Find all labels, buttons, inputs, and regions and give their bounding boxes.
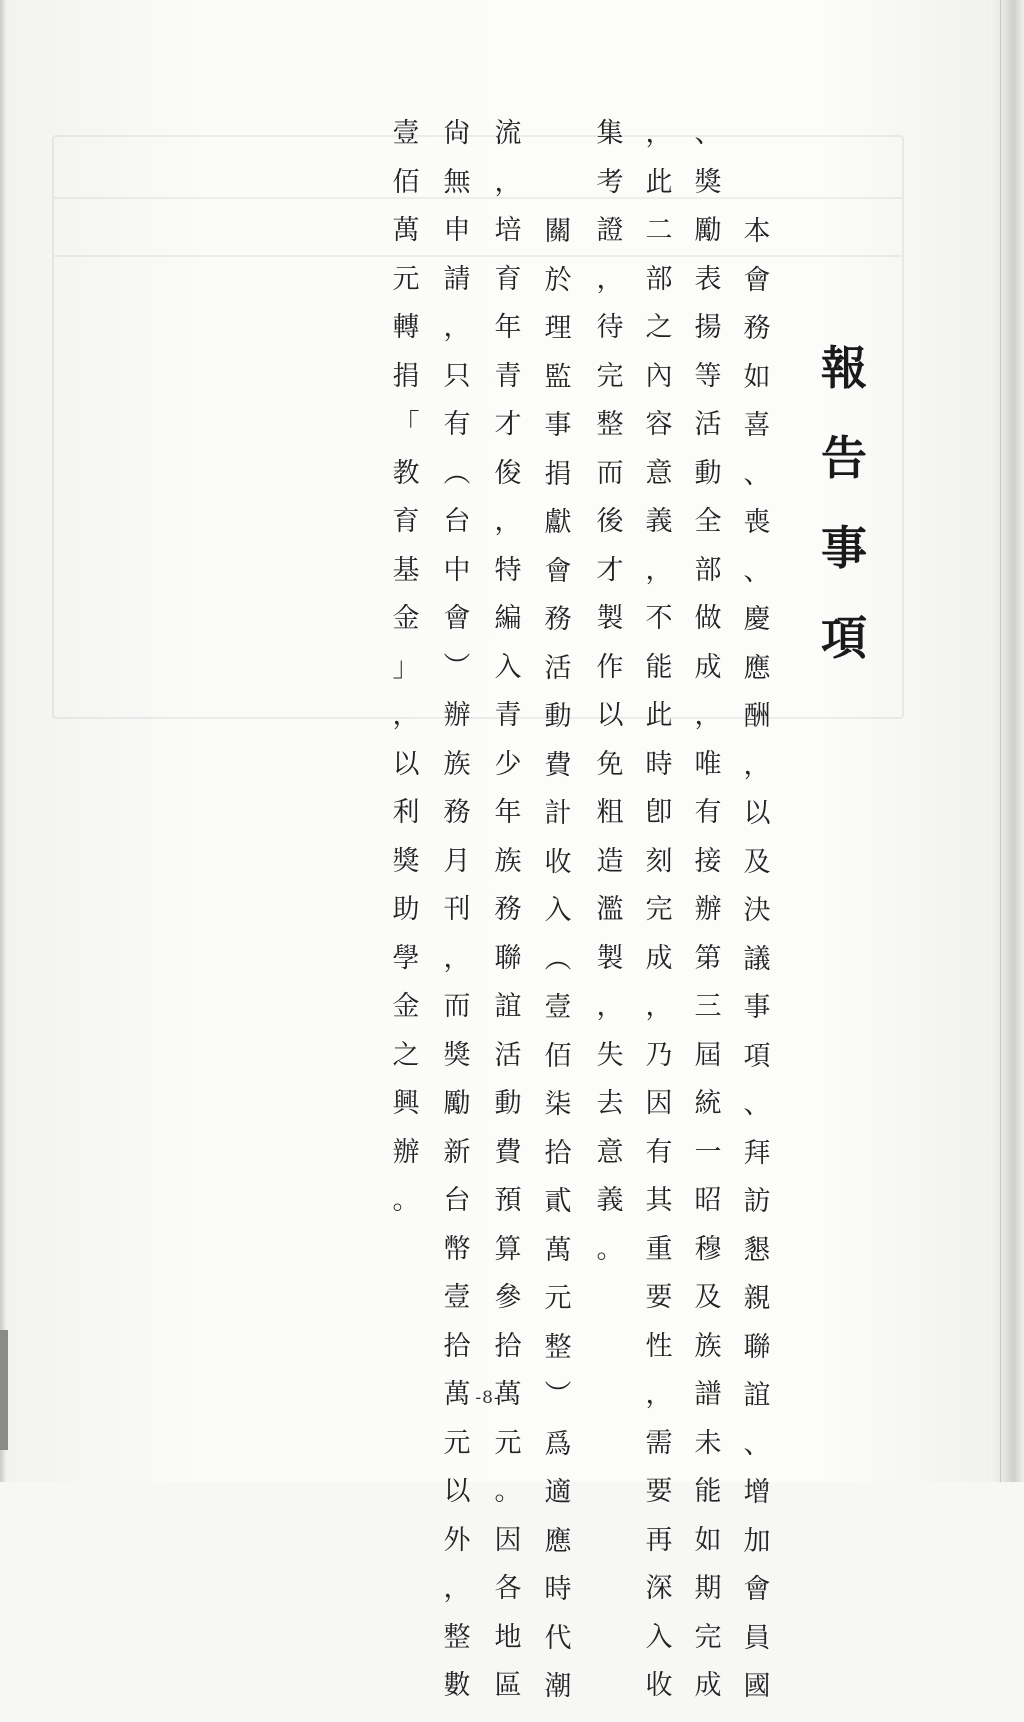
glyph: 只 [443, 360, 471, 392]
glyph: 區 [494, 1670, 522, 1701]
glyph: 費 [544, 749, 572, 781]
glyph: 慶 [743, 604, 771, 635]
glyph: 成 [694, 1670, 722, 1701]
glyph: 聯 [494, 942, 522, 974]
glyph: 刊 [443, 894, 471, 925]
glyph: 完 [596, 360, 624, 392]
glyph: 告 [821, 431, 867, 485]
glyph: 潮 [544, 1671, 572, 1702]
glyph: 。 [596, 1233, 624, 1265]
glyph: 待 [596, 312, 624, 343]
glyph: 「 [392, 409, 420, 440]
glyph: 能 [645, 651, 673, 683]
glyph: 參 [494, 1282, 522, 1313]
glyph: 需 [645, 1427, 673, 1459]
glyph: 活 [694, 409, 722, 440]
text-column-7 [437, 120, 477, 1721]
glyph: 聯 [743, 1331, 771, 1363]
glyph: 幣 [443, 1233, 471, 1265]
glyph: 入 [645, 1621, 673, 1653]
glyph: 務 [494, 894, 522, 925]
glyph: 三 [694, 991, 722, 1022]
glyph: 其 [645, 1185, 673, 1216]
glyph: 而 [596, 457, 624, 489]
glyph: ︵ [544, 943, 572, 975]
glyph: 活 [494, 1039, 522, 1071]
glyph: 元 [392, 263, 420, 295]
glyph: 、 [743, 555, 771, 587]
glyph: ， [443, 1573, 471, 1604]
glyph: 捐 [544, 458, 572, 490]
glyph: 內 [645, 360, 673, 392]
glyph: 一 [694, 1136, 722, 1168]
glyph: 容 [645, 409, 673, 440]
glyph: 義 [596, 1185, 624, 1216]
glyph: 於 [544, 264, 572, 296]
glyph: 會 [443, 603, 471, 634]
glyph: 會 [743, 264, 771, 296]
glyph: 有 [694, 797, 722, 828]
glyph: 元 [544, 1283, 572, 1314]
glyph: ， [645, 118, 673, 149]
glyph: 事 [544, 410, 572, 441]
glyph: 整 [596, 409, 624, 440]
glyph: 昭 [694, 1185, 722, 1216]
glyph: 性 [645, 1330, 673, 1362]
glyph: 算 [494, 1233, 522, 1265]
text-column-8 [386, 120, 426, 1236]
glyph: 各 [494, 1573, 522, 1604]
glyph: 壹 [544, 992, 572, 1023]
glyph: 監 [544, 361, 572, 393]
glyph: 義 [645, 506, 673, 537]
glyph: 二 [645, 215, 673, 246]
glyph: 項 [743, 1040, 771, 1072]
glyph: 預 [494, 1185, 522, 1216]
glyph: ， [645, 554, 673, 586]
glyph: 有 [645, 1136, 673, 1168]
glyph: 拾 [494, 1330, 522, 1362]
glyph: 以 [392, 748, 420, 780]
glyph: 適 [544, 1477, 572, 1508]
glyph: 活 [544, 652, 572, 684]
glyph: 喜 [743, 410, 771, 441]
glyph: 入 [494, 651, 522, 683]
glyph: 應 [544, 1525, 572, 1557]
glyph: 萬 [494, 1379, 522, 1410]
glyph: 要 [645, 1476, 673, 1507]
glyph: 。 [494, 1476, 522, 1507]
glyph: 會 [743, 1574, 771, 1605]
glyph: 特 [494, 554, 522, 586]
glyph: ︶ [443, 651, 471, 683]
glyph: ， [443, 942, 471, 974]
glyph: 決 [743, 895, 771, 926]
glyph: 金 [392, 603, 420, 634]
glyph: 月 [443, 845, 471, 877]
glyph: 此 [645, 166, 673, 198]
glyph: 未 [694, 1427, 722, 1459]
glyph: 台 [443, 506, 471, 537]
glyph: 編 [494, 603, 522, 634]
glyph: 部 [694, 554, 722, 586]
glyph: 理 [544, 313, 572, 344]
glyph: 事 [821, 521, 867, 575]
glyph: 才 [494, 409, 522, 440]
glyph: 親 [743, 1283, 771, 1314]
glyph: 失 [596, 1039, 624, 1071]
glyph: 譜 [694, 1379, 722, 1410]
glyph: 代 [544, 1622, 572, 1654]
glyph: 關 [544, 216, 572, 247]
page-stack-edge [990, 0, 1024, 1482]
glyph: 金 [392, 991, 420, 1022]
glyph: 、 [743, 1428, 771, 1460]
glyph: 乃 [645, 1039, 673, 1071]
glyph: ︶ [544, 1380, 572, 1411]
glyph: 收 [645, 1670, 673, 1701]
glyph: 台 [443, 1185, 471, 1216]
glyph: 流 [494, 118, 522, 149]
page-number: -8- [475, 1388, 501, 1408]
glyph: 爲 [544, 1428, 572, 1460]
glyph: 能 [694, 1476, 722, 1507]
glyph: 之 [645, 312, 673, 343]
glyph: 重 [645, 1233, 673, 1265]
glyph: 壹 [443, 1282, 471, 1313]
glyph: 轉 [392, 312, 420, 343]
glyph: 濫 [596, 894, 624, 925]
glyph: 因 [494, 1524, 522, 1556]
glyph: 務 [544, 604, 572, 635]
glyph: 務 [443, 797, 471, 828]
glyph: 製 [596, 942, 624, 974]
glyph: 元 [443, 1427, 471, 1459]
glyph: 再 [645, 1524, 673, 1556]
glyph: 獎 [694, 166, 722, 198]
glyph: 動 [494, 1088, 522, 1119]
glyph: 萬 [392, 215, 420, 246]
glyph: 成 [645, 942, 673, 974]
glyph: 利 [392, 797, 420, 828]
glyph: 深 [645, 1573, 673, 1604]
glyph: 以 [743, 798, 771, 829]
glyph: 作 [596, 651, 624, 683]
glyph: 酬 [743, 701, 771, 732]
glyph: 」 [392, 651, 420, 683]
glyph: 動 [544, 701, 572, 732]
glyph: ， [392, 700, 420, 731]
glyph: 、 [694, 118, 722, 149]
glyph: 如 [694, 1524, 722, 1556]
glyph: 時 [645, 748, 673, 780]
glyph: 拾 [544, 1137, 572, 1169]
glyph: 完 [645, 894, 673, 925]
glyph: 及 [694, 1282, 722, 1313]
glyph: 以 [596, 700, 624, 731]
glyph: 辦 [443, 700, 471, 731]
glyph: 要 [645, 1282, 673, 1313]
binding-mark [0, 1330, 8, 1450]
glyph: 拾 [443, 1330, 471, 1362]
glyph: 萬 [544, 1234, 572, 1266]
glyph: 興 [392, 1088, 420, 1119]
glyph: 年 [494, 797, 522, 828]
glyph: 萬 [443, 1379, 471, 1410]
glyph: 教 [392, 457, 420, 489]
glyph: 喪 [743, 507, 771, 538]
glyph: 等 [694, 360, 722, 392]
glyph: 第 [694, 942, 722, 974]
section-title [816, 341, 872, 705]
glyph: 佰 [544, 1040, 572, 1072]
glyph: 會 [544, 555, 572, 587]
glyph: 議 [743, 943, 771, 975]
glyph: 年 [494, 312, 522, 343]
glyph: 族 [694, 1330, 722, 1362]
glyph: 免 [596, 748, 624, 780]
text-column-5 [538, 218, 578, 1722]
glyph: ， [494, 166, 522, 198]
glyph: 元 [494, 1427, 522, 1459]
glyph: 壹 [392, 118, 420, 149]
glyph: 尙 [443, 118, 471, 149]
glyph: 國 [743, 1671, 771, 1702]
glyph: 青 [494, 700, 522, 731]
glyph: 助 [392, 894, 420, 925]
glyph: 本 [743, 216, 771, 247]
glyph: 加 [743, 1525, 771, 1557]
glyph: 辦 [694, 894, 722, 925]
glyph: 之 [392, 1039, 420, 1071]
glyph: ， [494, 506, 522, 537]
glyph: ， [645, 1379, 673, 1410]
glyph: 表 [694, 263, 722, 295]
glyph: 增 [743, 1477, 771, 1508]
glyph: 接 [694, 845, 722, 877]
glyph: 務 [743, 313, 771, 344]
glyph: 才 [596, 554, 624, 586]
glyph: 做 [694, 603, 722, 634]
glyph: 集 [596, 118, 624, 149]
glyph: 製 [596, 603, 624, 634]
glyph: 穆 [694, 1233, 722, 1265]
glyph: 青 [494, 360, 522, 392]
glyph: 統 [694, 1088, 722, 1119]
glyph: 費 [494, 1136, 522, 1168]
glyph: 。 [392, 1185, 420, 1216]
glyph: 獎 [392, 845, 420, 877]
glyph: 全 [694, 506, 722, 537]
glyph: 時 [544, 1574, 572, 1605]
glyph: 誼 [494, 991, 522, 1022]
glyph: 族 [443, 748, 471, 780]
glyph: 中 [443, 554, 471, 586]
glyph: 完 [694, 1621, 722, 1653]
glyph: 無 [443, 166, 471, 198]
text-column-3 [639, 120, 679, 1721]
glyph: 有 [443, 409, 471, 440]
glyph: 動 [694, 457, 722, 489]
glyph: 如 [743, 361, 771, 393]
glyph: 育 [392, 506, 420, 537]
glyph: 拜 [743, 1137, 771, 1169]
glyph: 佰 [392, 166, 420, 198]
glyph: 因 [645, 1088, 673, 1119]
glyph: 事 [743, 992, 771, 1023]
text-column-4 [590, 120, 630, 1284]
glyph: ︵ [443, 457, 471, 489]
glyph: 期 [694, 1573, 722, 1604]
glyph: 整 [443, 1621, 471, 1653]
glyph: 少 [494, 748, 522, 780]
glyph: 報 [821, 341, 867, 395]
text-column-1 [737, 218, 777, 1722]
glyph: 後 [596, 506, 624, 537]
glyph: 懇 [743, 1234, 771, 1266]
glyph: 基 [392, 554, 420, 586]
glyph: 培 [494, 215, 522, 246]
glyph: 、 [743, 458, 771, 490]
glyph: 新 [443, 1136, 471, 1168]
glyph: 獎 [443, 1039, 471, 1071]
glyph: 、 [743, 1089, 771, 1120]
glyph: 學 [392, 942, 420, 974]
glyph: 貳 [544, 1186, 572, 1217]
glyph: 成 [694, 651, 722, 683]
glyph: 入 [544, 895, 572, 926]
glyph: 卽 [645, 797, 673, 828]
glyph: 而 [443, 991, 471, 1022]
glyph: 刻 [645, 845, 673, 877]
glyph: 勵 [694, 215, 722, 246]
glyph: 意 [645, 457, 673, 489]
glyph: 屆 [694, 1039, 722, 1071]
glyph: 辦 [392, 1136, 420, 1168]
glyph: ， [645, 991, 673, 1022]
glyph: 部 [645, 263, 673, 295]
glyph: 誼 [743, 1380, 771, 1411]
glyph: 勵 [443, 1088, 471, 1119]
glyph: 整 [544, 1331, 572, 1363]
glyph: 訪 [743, 1186, 771, 1217]
glyph: 項 [821, 611, 867, 665]
glyph: 證 [596, 215, 624, 246]
glyph: 粗 [596, 797, 624, 828]
glyph: 收 [544, 846, 572, 878]
text-column-2 [688, 120, 728, 1721]
glyph: 地 [494, 1621, 522, 1653]
page-left-edge [0, 0, 6, 1482]
glyph: 去 [596, 1088, 624, 1119]
glyph: 申 [443, 215, 471, 246]
text-column-6 [488, 120, 528, 1721]
glyph: 不 [645, 603, 673, 634]
glyph: ， [743, 749, 771, 781]
glyph: 意 [596, 1136, 624, 1168]
glyph: ， [596, 991, 624, 1022]
glyph: 外 [443, 1524, 471, 1556]
glyph: 請 [443, 263, 471, 295]
glyph: 及 [743, 846, 771, 878]
glyph: 考 [596, 166, 624, 198]
glyph: 員 [743, 1622, 771, 1654]
glyph: 捐 [392, 360, 420, 392]
glyph: 應 [743, 652, 771, 684]
glyph: ， [596, 263, 624, 295]
glyph: 唯 [694, 748, 722, 780]
glyph: 此 [645, 700, 673, 731]
glyph: 計 [544, 798, 572, 829]
glyph: ， [694, 700, 722, 731]
glyph: 揚 [694, 312, 722, 343]
glyph: 獻 [544, 507, 572, 538]
glyph: 俊 [494, 457, 522, 489]
glyph: 育 [494, 263, 522, 295]
glyph: 族 [494, 845, 522, 877]
glyph: 造 [596, 845, 624, 877]
glyph: 數 [443, 1670, 471, 1701]
glyph: 柒 [544, 1089, 572, 1120]
glyph: 以 [443, 1476, 471, 1507]
glyph: ， [443, 312, 471, 343]
